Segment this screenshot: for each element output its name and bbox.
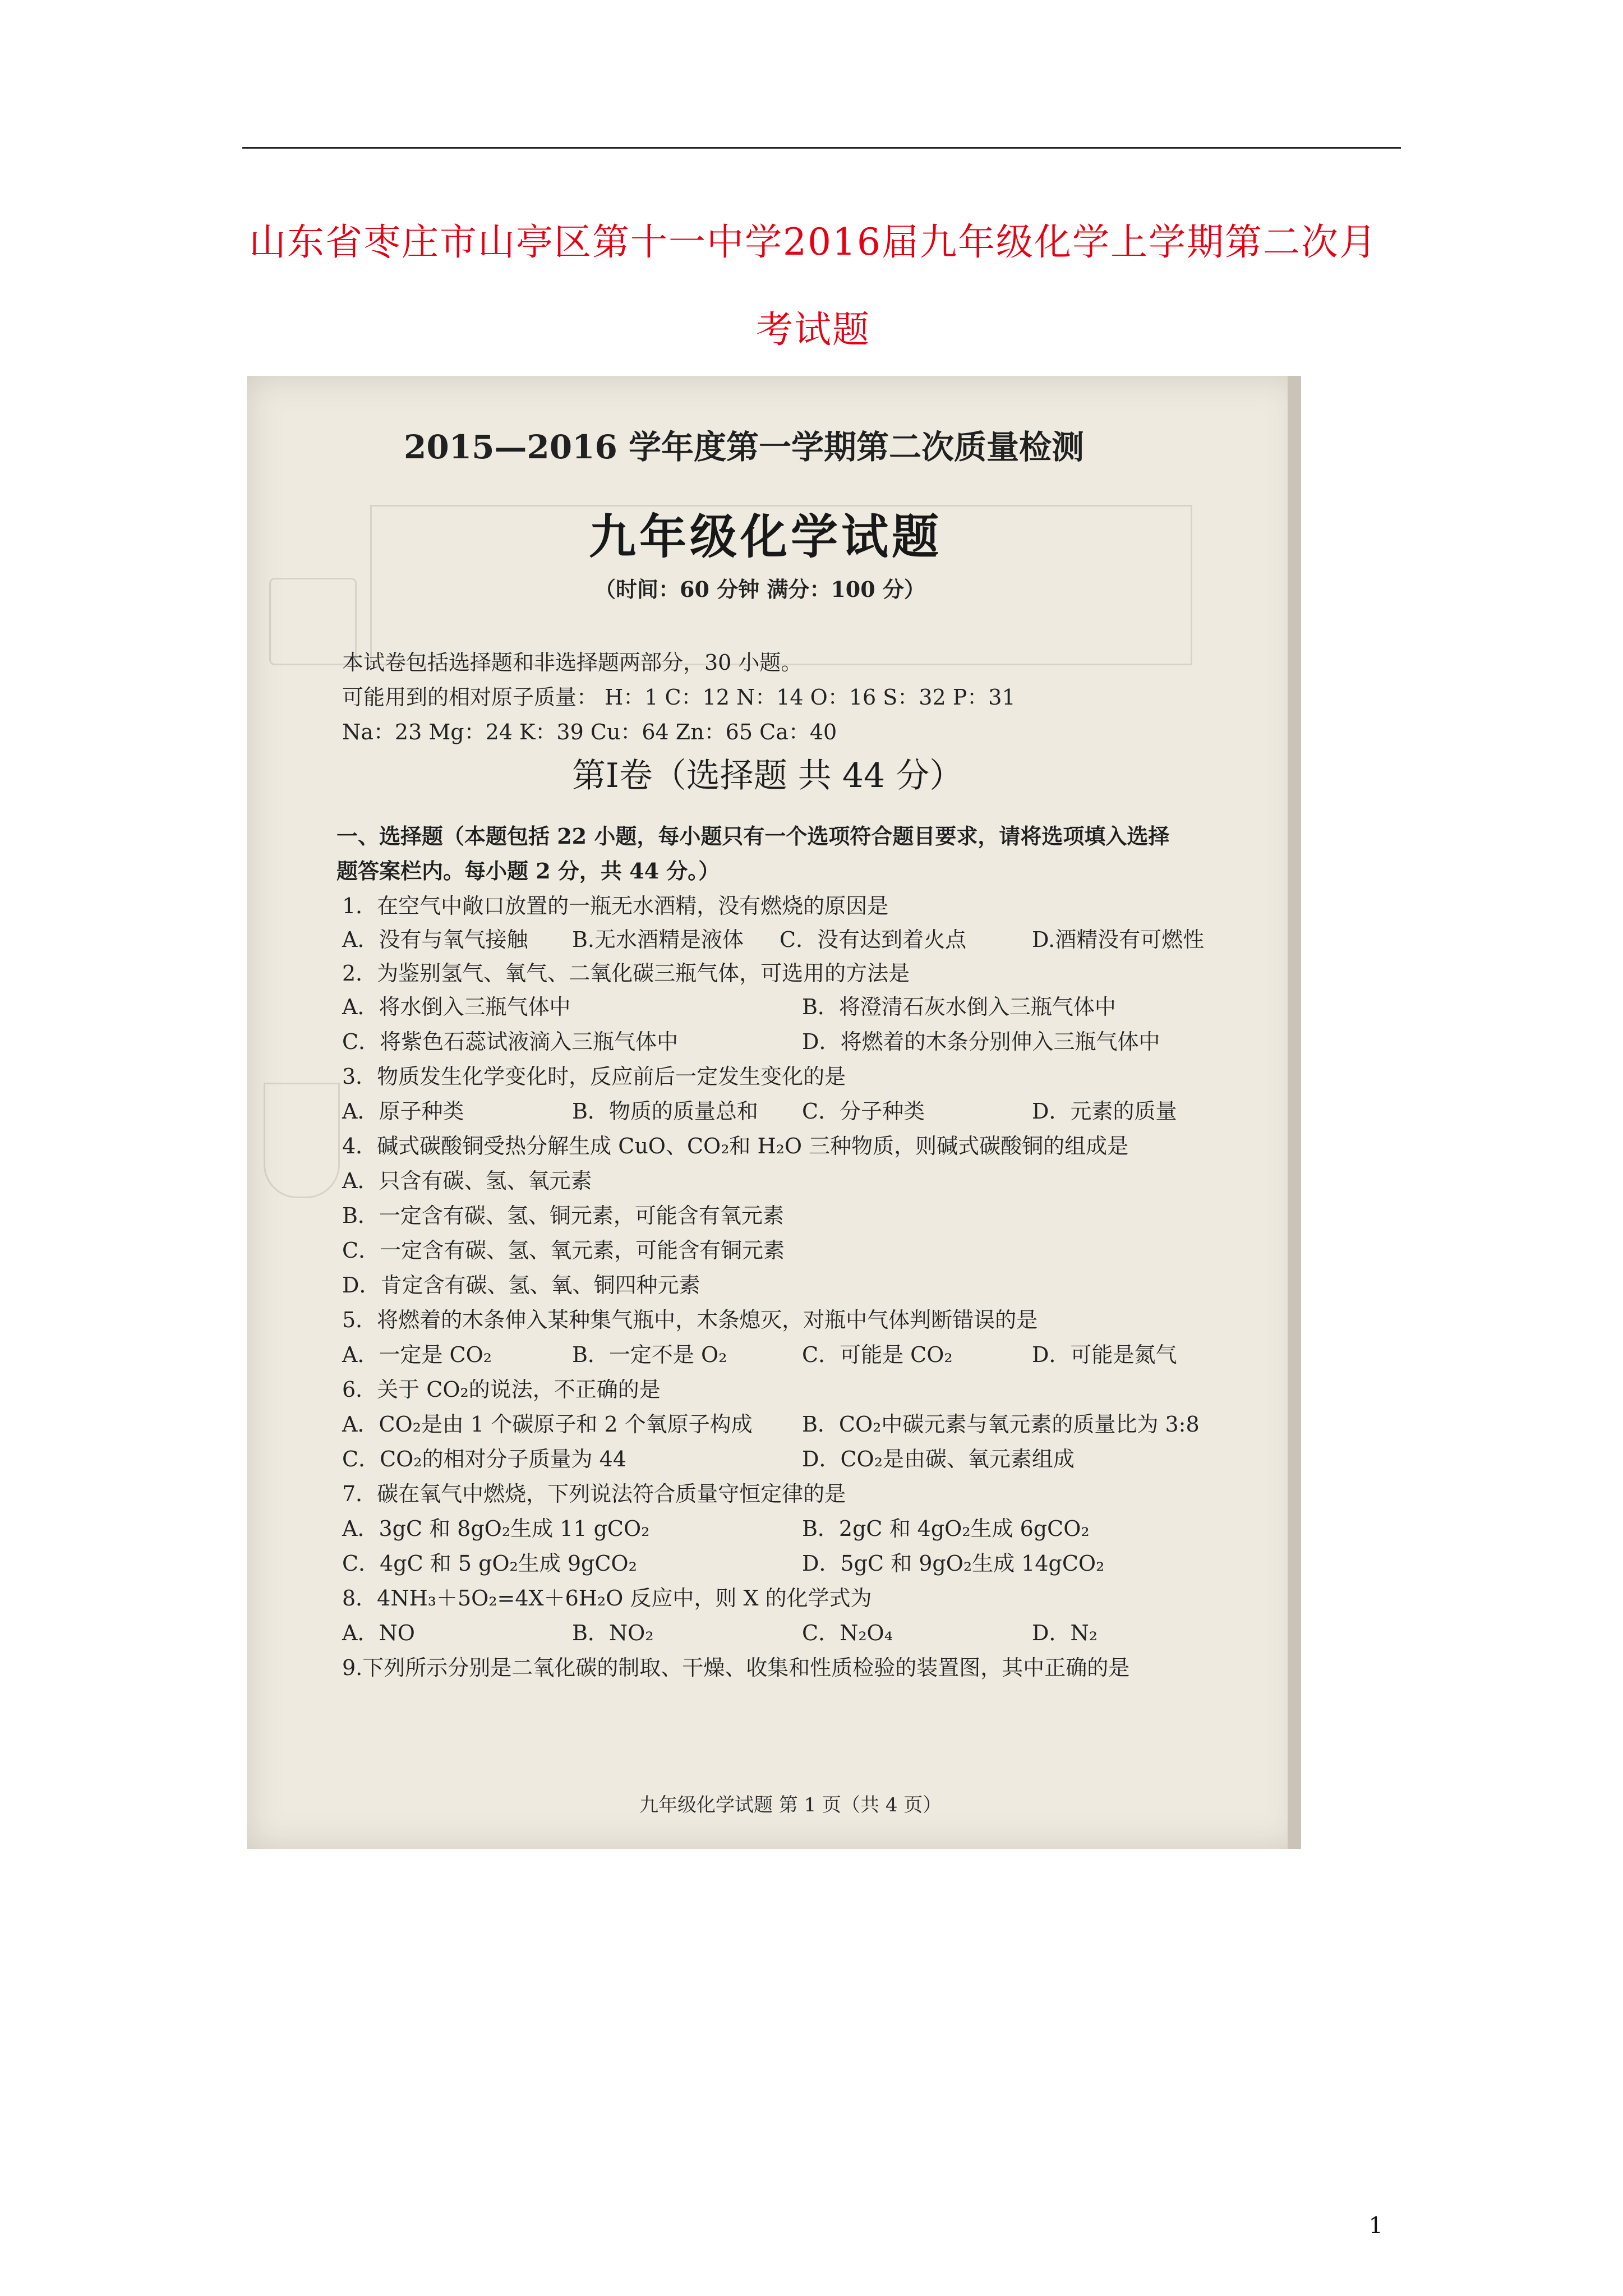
question-4: 4．碱式碳酸铜受热分解生成 CuO、CO₂和 H₂O 三种物质，则碱式碳酸铜的组成是	[342, 1134, 1129, 1158]
page-number: 1	[1368, 2213, 1383, 2239]
question-1-option-d: D.酒精没有可燃性	[1032, 927, 1205, 952]
bleed-through-flask	[264, 1083, 340, 1198]
question-5-option-d: D．可能是氮气	[1032, 1342, 1177, 1367]
question-2-option-d: D．将燃着的木条分别伸入三瓶气体中	[802, 1029, 1160, 1054]
question-6: 6．关于 CO₂的说法，不正确的是	[342, 1377, 661, 1402]
question-6-option-d: D．CO₂是由碳、氧元素组成	[802, 1447, 1075, 1471]
question-8: 8．4NH₃＋5O₂=4X＋6H₂O 反应中，则 X 的化学式为	[342, 1586, 872, 1611]
question-7-option-b: B．2gC 和 4gO₂生成 6gCO₂	[802, 1516, 1090, 1541]
question-2-option-c: C．将紫色石蕊试液滴入三瓶气体中	[342, 1029, 679, 1054]
exam-title: 九年级化学试题	[589, 509, 943, 564]
question-7-option-d: D．5gC 和 9gO₂生成 14gCO₂	[802, 1551, 1105, 1576]
question-4-option-b: B．一定含有碳、氢、铜元素，可能含有氧元素	[342, 1203, 784, 1228]
question-1-option-a: A．没有与氧气接触	[342, 927, 528, 952]
exam-header: 2015—2016 学年度第一学期第二次质量检测	[404, 428, 1085, 466]
question-3-option-d: D．元素的质量	[1032, 1099, 1177, 1124]
atomic-mass-line-1: 可能用到的相对原子质量： H：1 C：12 N：14 O：16 S：32 P：31	[342, 685, 1016, 710]
document-title-line-2: 考试题	[756, 308, 870, 351]
question-5: 5．将燃着的木条伸入某种集气瓶中，木条熄灭，对瓶中气体判断错误的是	[342, 1308, 1038, 1332]
question-8-option-a: A．NO	[342, 1621, 415, 1645]
scan-page-edge	[1288, 376, 1301, 1849]
section-instruction-line-1: 一、选择题（本题包括 22 小题，每小题只有一个选项符合题目要求，请将选项填入选择	[336, 823, 1170, 849]
question-3-option-c: C．分子种类	[802, 1099, 925, 1124]
exam-time-score: （时间：60 分钟 满分：100 分）	[594, 577, 925, 602]
scanned-exam-page	[247, 376, 1301, 1849]
section-instruction-line-2: 题答案栏内。每小题 2 分，共 44 分。）	[336, 858, 720, 884]
header-rule	[242, 147, 1401, 149]
question-5-option-b: B．一定不是 O₂	[572, 1342, 727, 1367]
question-9: 9.下列所示分别是二氧化碳的制取、干燥、收集和性质检验的装置图，其中正确的是	[342, 1655, 1130, 1680]
question-7-option-a: A．3gC 和 8gO₂生成 11 gCO₂	[342, 1516, 650, 1541]
question-4-option-a: A．只含有碳、氢、氧元素	[342, 1168, 592, 1193]
exam-page-footer: 九年级化学试题 第 1 页（共 4 页）	[639, 1794, 942, 1816]
question-3-option-b: B．物质的质量总和	[572, 1099, 758, 1124]
question-3-option-a: A．原子种类	[342, 1099, 464, 1124]
question-1-option-b: B.无水酒精是液体	[572, 927, 744, 952]
question-7-option-c: C．4gC 和 5 gO₂生成 9gCO₂	[342, 1551, 637, 1576]
question-8-option-b: B．NO₂	[572, 1621, 654, 1645]
question-5-option-c: C．可能是 CO₂	[802, 1342, 953, 1367]
question-8-option-d: D．N₂	[1032, 1621, 1098, 1645]
question-6-option-c: C．CO₂的相对分子质量为 44	[342, 1447, 626, 1471]
question-8-option-c: C．N₂O₄	[802, 1621, 893, 1645]
atomic-mass-line-2: Na：23 Mg：24 K：39 Cu：64 Zn：65 Ca：40	[342, 720, 837, 744]
section-title: 第Ⅰ卷（选择题 共 44 分）	[572, 756, 963, 795]
question-1-option-c: C．没有达到着火点	[780, 927, 967, 952]
question-2: 2．为鉴别氢气、氧气、二氧化碳三瓶气体，可选用的方法是	[342, 961, 910, 986]
question-3: 3．物质发生化学变化时，反应前后一定发生变化的是	[342, 1064, 846, 1089]
question-4-option-d: D．肯定含有碳、氢、氧、铜四种元素	[342, 1273, 700, 1297]
question-4-option-c: C．一定含有碳、氢、氧元素，可能含有铜元素	[342, 1238, 785, 1263]
question-2-option-b: B．将澄清石灰水倒入三瓶气体中	[802, 995, 1116, 1019]
question-2-option-a: A．将水倒入三瓶气体中	[342, 995, 571, 1019]
document-title-line-1: 山东省枣庄市山亭区第十一中学2016届九年级化学上学期第二次月	[249, 220, 1377, 264]
question-7: 7．碳在氧气中燃烧，下列说法符合质量守恒定律的是	[342, 1481, 846, 1506]
question-1: 1．在空气中敞口放置的一瓶无水酒精，没有燃烧的原因是	[342, 894, 889, 918]
question-5-option-a: A．一定是 CO₂	[342, 1342, 492, 1367]
exam-intro: 本试卷包括选择题和非选择题两部分，30 小题。	[342, 650, 803, 675]
question-6-option-b: B．CO₂中碳元素与氧元素的质量比为 3:8	[802, 1412, 1200, 1437]
question-6-option-a: A．CO₂是由 1 个碳原子和 2 个氧原子构成	[342, 1412, 753, 1437]
